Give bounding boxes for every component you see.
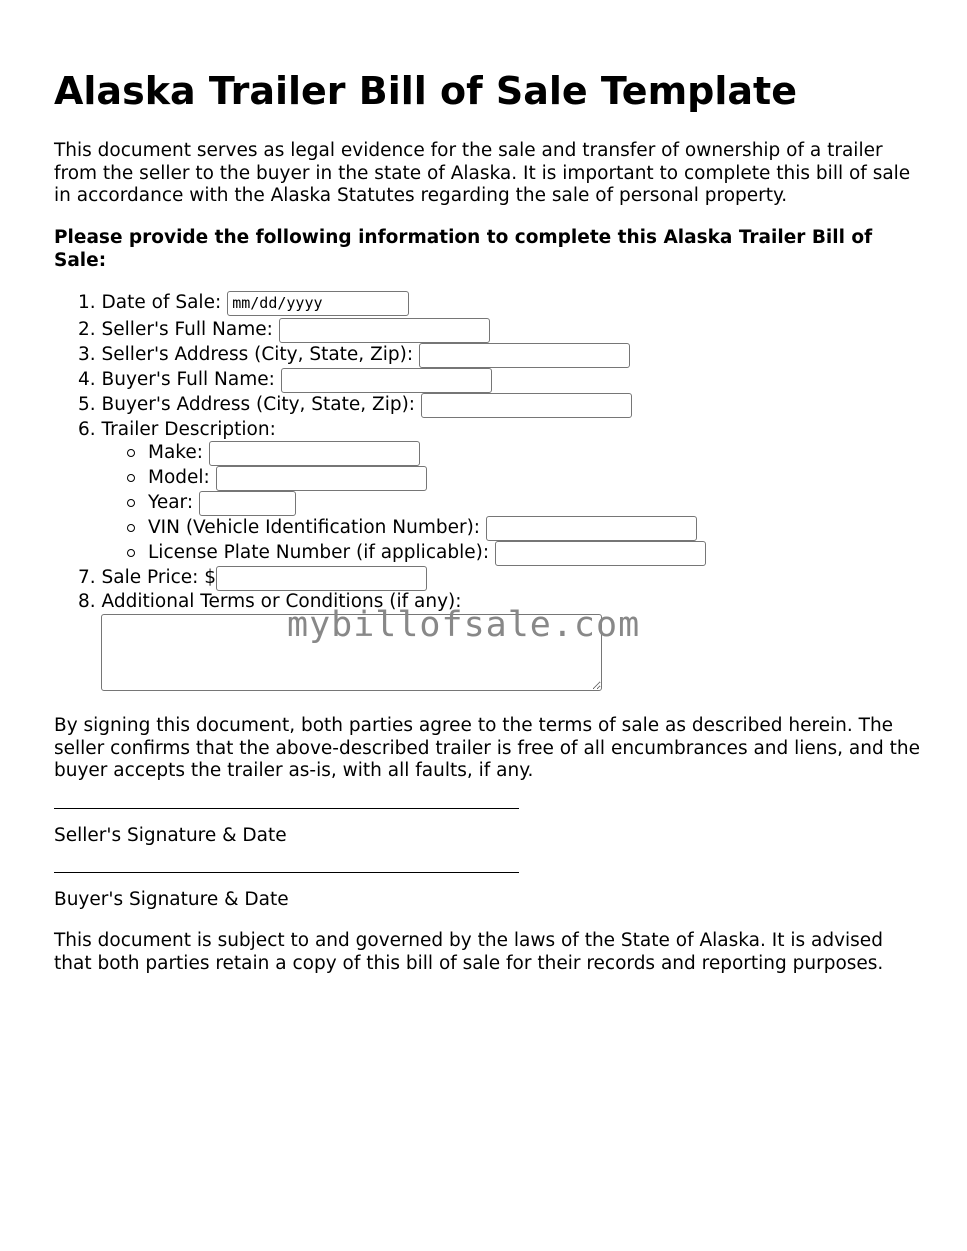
make-input[interactable]: [209, 441, 420, 466]
vin-row: [148, 516, 697, 540]
legal-paragraph: This document is subject to and governed by the laws of the State of Alaska. It is advised that both parties retain a copy of this bill of sale for their records and reporting purposes.: [54, 930, 884, 974]
item-number: 6.: [78, 419, 96, 440]
trailer-description-row: [78, 418, 276, 442]
buyer-name-input[interactable]: [281, 368, 492, 393]
sale-price-row: [78, 566, 427, 590]
model-input[interactable]: [216, 466, 427, 491]
seller-name-input[interactable]: [279, 318, 490, 343]
seller-signature-line: [54, 808, 519, 809]
bullet-icon: [127, 474, 135, 482]
item-number: 4.: [78, 369, 96, 390]
item-number: 2.: [78, 319, 96, 340]
seller-signature-label: Seller's Signature & Date: [54, 825, 287, 846]
item-number: 1.: [78, 292, 96, 313]
bullet-icon: [127, 499, 135, 507]
sale-price-input[interactable]: [216, 566, 427, 591]
item-number: 3.: [78, 344, 96, 365]
sale-price-label: Sale Price: $: [101, 567, 217, 588]
buyer-address-input[interactable]: [421, 393, 632, 418]
intro-paragraph: This document serves as legal evidence for the sale and transfer of ownership of a trailer from the seller to the buyer in the state of Alaska. It is important to complete this bill of sale in accordance with the Alaska Statutes regarding the sale of personal property.: [54, 140, 911, 206]
model-label: Model:: [148, 467, 210, 488]
page-title: Alaska Trailer Bill of Sale Template: [54, 69, 797, 113]
license-plate-row: [148, 541, 706, 565]
trailer-description-label: Trailer Description:: [101, 419, 276, 440]
year-row: [148, 491, 296, 515]
bullet-icon: [127, 549, 135, 557]
license-plate-label: License Plate Number (if applicable):: [148, 542, 490, 563]
seller-address-row: [78, 343, 630, 367]
item-number: 7.: [78, 567, 96, 588]
seller-name-label: Seller's Full Name:: [101, 319, 273, 340]
vin-label: VIN (Vehicle Identification Number):: [148, 517, 481, 538]
make-label: Make:: [148, 442, 203, 463]
buyer-name-label: Buyer's Full Name:: [101, 369, 275, 390]
buyer-signature-label: Buyer's Signature & Date: [54, 889, 289, 910]
buyer-signature-line: [54, 872, 519, 873]
item-number: 5.: [78, 394, 96, 415]
buyer-name-row: [78, 368, 492, 392]
bullet-icon: [127, 449, 135, 457]
vin-input[interactable]: [486, 516, 697, 541]
make-row: [148, 441, 420, 465]
year-input[interactable]: [199, 491, 296, 516]
closing-paragraph: By signing this document, both parties agree to the terms of sale as described herein. The seller confirms that the above-described trailer is free of all encumbrances and liens, and the buyer accepts the trailer as-is, with all faults, if any.: [54, 715, 920, 781]
date-of-sale-input[interactable]: [227, 291, 409, 316]
license-plate-input[interactable]: [495, 541, 706, 566]
additional-terms-textarea[interactable]: [101, 614, 602, 691]
instruction-heading: Please provide the following information to complete this Alaska Trailer Bill of Sale:: [54, 227, 873, 271]
buyer-address-row: [78, 393, 632, 417]
model-row: [148, 466, 427, 490]
bullet-icon: [127, 524, 135, 532]
buyer-address-label: Buyer's Address (City, State, Zip):: [101, 394, 416, 415]
additional-terms-row: [78, 590, 461, 614]
item-number: 8.: [78, 591, 96, 612]
additional-terms-label: Additional Terms or Conditions (if any):: [101, 591, 462, 612]
date-of-sale-row: [78, 291, 409, 315]
year-label: Year:: [148, 492, 194, 513]
date-of-sale-label: Date of Sale:: [101, 292, 222, 313]
seller-address-input[interactable]: [419, 343, 630, 368]
watermark-text: mybillofsale.com: [287, 605, 641, 645]
seller-address-label: Seller's Address (City, State, Zip):: [101, 344, 414, 365]
seller-name-row: [78, 318, 490, 342]
